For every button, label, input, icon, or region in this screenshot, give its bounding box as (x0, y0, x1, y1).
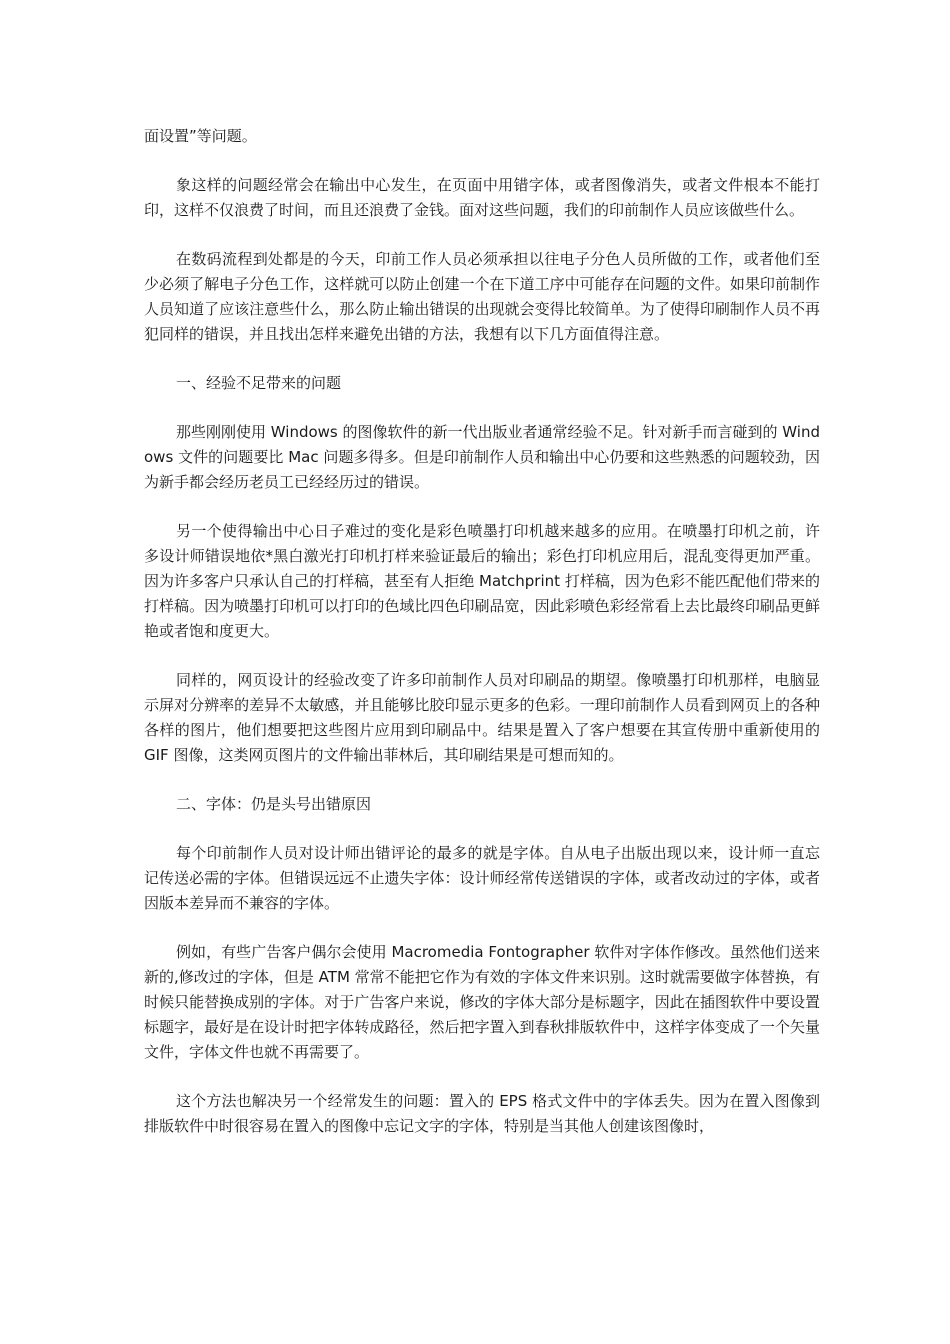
paragraph-digital-workflow: 在数码流程到处都是的今天，印前工作人员必须承担以往电子分色人员所做的工作，或者他们至少必须了解电子分色工作，这样就可以防止创建一个在下道工序中可能存在问题的文件。如果印前制作人员知道了应该注意些什么，那么防止输出错误的出现就会变得比较简单。为了使得印刷制作人员不再犯同样的错误，并且找出怎样来避免出错的方法，我想有以下几方面值得注意。 (144, 250, 820, 343)
paragraph-font-errors: 每个印前制作人员对设计师出错评论的最多的就是字体。自从电子出版出现以来，设计师一直忘记传送必需的字体。但错误远远不止遗失字体：设计师经常传送错误的字体，或者改动过的字体，或者因版本差异而不兼容的字体。 (144, 844, 820, 912)
section-heading-fonts: 二、字体：仍是头号出错原因 (176, 795, 372, 813)
section-heading-inexperience: 一、经验不足带来的问题 (176, 374, 342, 392)
paragraph-eps-fonts: 这个方法也解决另一个经常发生的问题：置入的 EPS 格式文件中的字体丢失。因为在置入图像到排版软件中时很容易在置入的图像中忘记文字的字体，特别是当其他人创建该图像时， (144, 1092, 820, 1135)
paragraph-continuation: 面设置”等问题。 (144, 127, 257, 145)
paragraph-fontographer: 例如，有些广告客户偶尔会使用 Macromedia Fontographer 软件对字体作修改。虽然他们送来新的,修改过的字体，但是 ATM 常常不能把它作为有效的字体文件来识别。这时就需要做字体替换，有时候只能替换成别的字体。对于广告客户来说，修改的字体大部分是标题字，因此在插图软件中要设置标题字，最好是在设计时把字体转成路径，然后把字置入到春秋排版软件中，这样字体变成了一个矢量文件，字体文件也就不再需要了。 (144, 943, 820, 1061)
paragraph-windows-users: 那些刚刚使用 Windows 的图像软件的新一代出版业者通常经验不足。针对新手而言碰到的 Windows 文件的问题要比 Mac 问题多得多。但是印前制作人员和输出中心仍要和这些熟悉的问题较劲，因为新手都会经历老员工已经经历过的错误。 (144, 423, 820, 491)
paragraph-inkjet-printers: 另一个使得输出中心日子难过的变化是彩色喷墨打印机越来越多的应用。在喷墨打印机之前，许多设计师错误地依*黑白激光打印机打样来验证最后的输出；彩色打印机应用后，混乱变得更加严重。因为许多客户只承认自己的打样稿，甚至有人拒绝 Matchprint 打样稿，因为色彩不能匹配他们带来的打样稿。因为喷墨打印机可以打印的色域比四色印刷品宽，因此彩喷色彩经常看上去比最终印刷品更鲜艳或者饱和度更大。 (144, 522, 820, 640)
document-body (144, 124, 820, 1163)
paragraph-web-design: 同样的，网页设计的经验改变了许多印前制作人员对印刷品的期望。像喷墨打印机那样，电脑显示屏对分辨率的差异不太敏感，并且能够比胶印显示更多的色彩。一理印前制作人员看到网页上的各种各样的图片，他们想要把这些图片应用到印刷品中。结果是置入了客户想要在其宣传册中重新使用的 GIF 图像，这类网页图片的文件输出菲林后，其印刷结果是可想而知的。 (144, 671, 820, 764)
paragraph-output-problems: 象这样的问题经常会在输出中心发生，在页面中用错字体，或者图像消失，或者文件根本不能打印，这样不仅浪费了时间，而且还浪费了金钱。面对这些问题，我们的印前制作人员应该做些什么。 (144, 176, 820, 219)
